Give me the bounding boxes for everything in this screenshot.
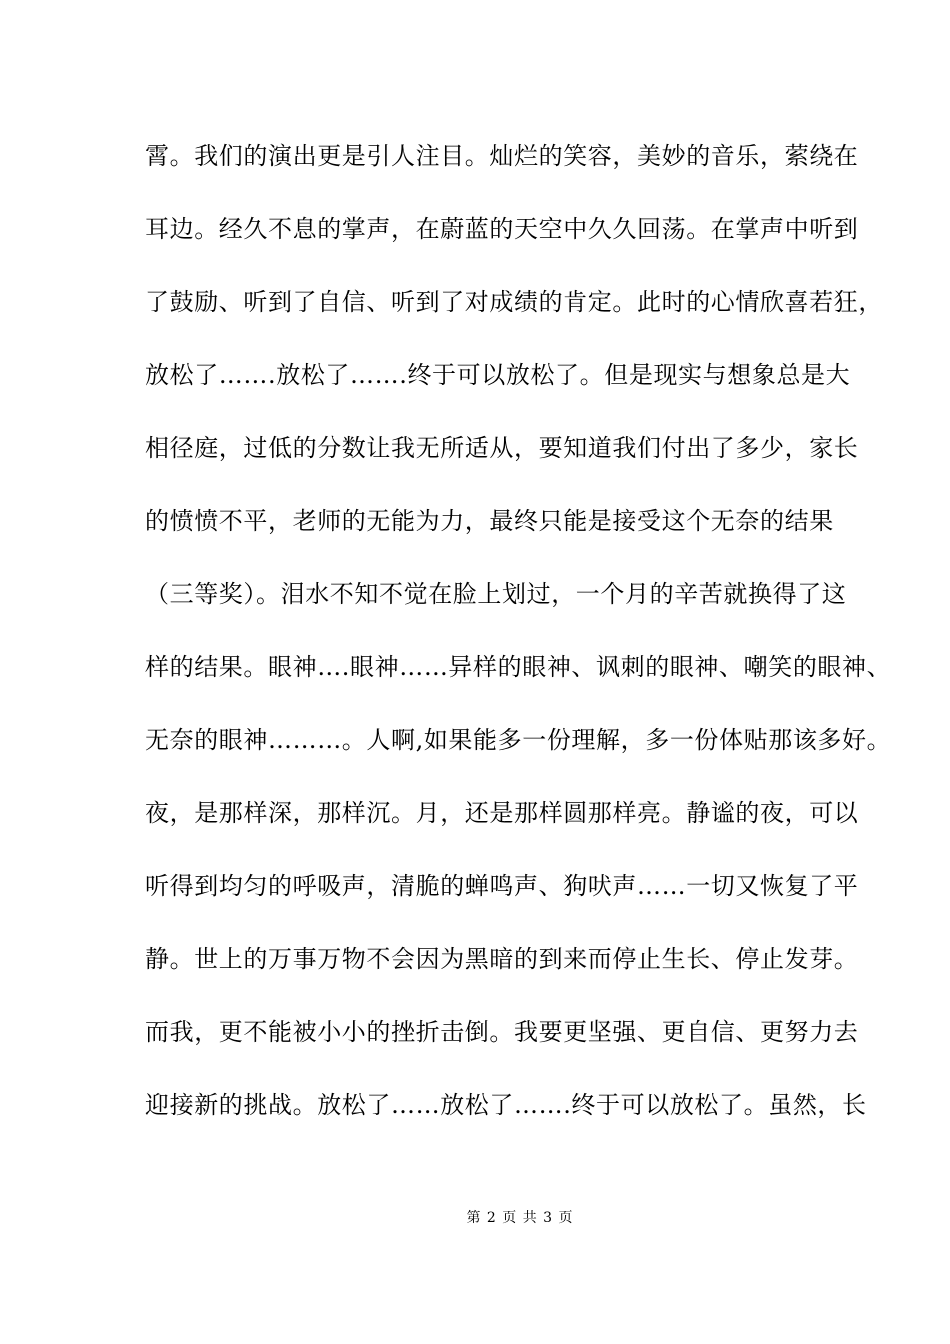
text-line-3: 了鼓励、听到了自信、听到了对成绩的肯定。此时的心情欣喜若狂， (145, 288, 883, 316)
text-line-12: 静。世上的万事万物不会因为黑暗的到来而停止生长、停止发芽。 (145, 945, 859, 973)
text-line-9: 无奈的眼神………。人啊,如果能多一份理解，多一份体贴那该多好。 (145, 726, 892, 754)
text-line-5: 相径庭，过低的分数让我无所适从，要知道我们付出了多少，家长 (145, 434, 859, 462)
text-line-6: 的愤愤不平，老师的无能为力，最终只能是接受这个无奈的结果 (145, 507, 834, 535)
text-line-2: 耳边。经久不息的掌声，在蔚蓝的天空中久久回荡。在掌声中听到 (145, 215, 859, 243)
text-line-13: 而我，更不能被小小的挫折击倒。我要更坚强、更自信、更努力去 (145, 1018, 859, 1046)
page-number-footer: 第 2 页 共 3 页 (466, 1210, 574, 1226)
text-line-4: 放松了…….放松了…….终于可以放松了。但是现实与想象总是大 (145, 361, 851, 389)
text-line-8: 样的结果。眼神….眼神……异样的眼神、讽刺的眼神、嘲笑的眼神、 (145, 653, 892, 681)
text-line-11: 听得到均匀的呼吸声，清脆的蝉鸣声、狗吠声……一切又恢复了平 (145, 872, 859, 900)
text-line-7: （三等奖）。泪水不知不觉在脸上划过，一个月的辛苦就换得了这 (145, 580, 847, 608)
text-line-1: 霄。我们的演出更是引人注目。灿烂的笑容，美妙的音乐，萦绕在 (145, 142, 859, 170)
text-line-10: 夜，是那样深，那样沉。月，还是那样圆那样亮。静谧的夜，可以 (145, 799, 859, 827)
text-line-14: 迎接新的挑战。放松了……放松了…….终于可以放松了。虽然，长 (145, 1091, 867, 1119)
